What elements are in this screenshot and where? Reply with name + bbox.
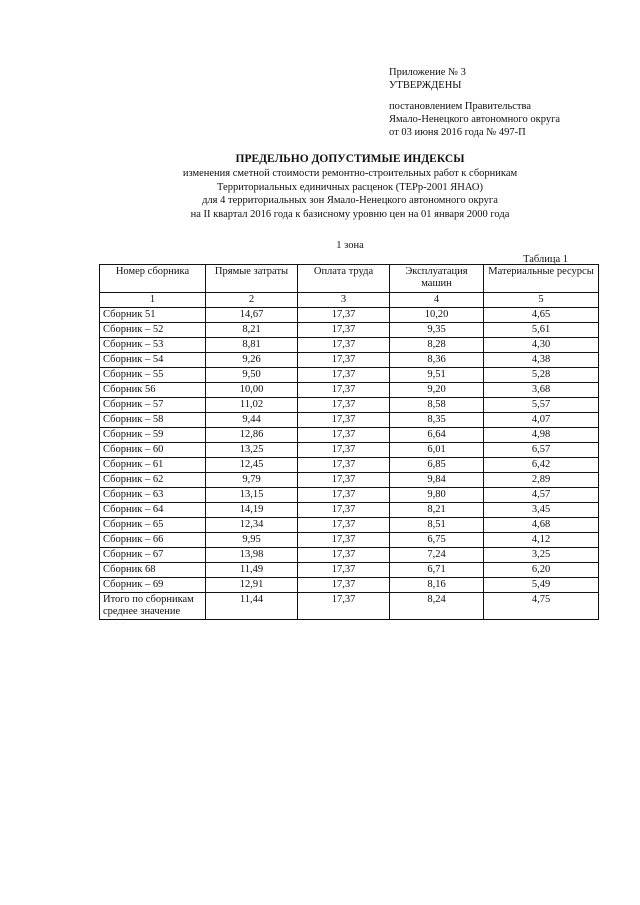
- index-value-cell: 8,21: [390, 503, 484, 518]
- appendix-number: Приложение № 3: [389, 67, 466, 78]
- collection-name-cell: Сборник 51: [100, 308, 206, 323]
- table-row: [100, 473, 599, 488]
- approved-label: УТВЕРЖДЕНЫ: [389, 80, 462, 91]
- collection-name-cell: Сборник 56: [100, 383, 206, 398]
- index-value-cell: 6,71: [390, 563, 484, 578]
- index-value-cell: 9,50: [206, 368, 298, 383]
- index-value-cell: 4,07: [484, 413, 599, 428]
- index-value-cell: 12,34: [206, 518, 298, 533]
- table-row: [100, 443, 599, 458]
- index-value-cell: 9,95: [206, 533, 298, 548]
- total-value-cell: 8,24: [390, 593, 484, 620]
- index-value-cell: 17,37: [298, 563, 390, 578]
- document-title: ПРЕДЕЛЬНО ДОПУСТИМЫЕ ИНДЕКСЫ: [235, 153, 465, 165]
- index-value-cell: 8,58: [390, 398, 484, 413]
- index-value-cell: 3,25: [484, 548, 599, 563]
- table-header-row: [100, 265, 599, 293]
- index-value-cell: 9,79: [206, 473, 298, 488]
- index-value-cell: 2,89: [484, 473, 599, 488]
- column-number-row: [100, 293, 599, 308]
- index-value-cell: 4,65: [484, 308, 599, 323]
- index-value-cell: 17,37: [298, 518, 390, 533]
- index-value-cell: 8,51: [390, 518, 484, 533]
- collection-name-cell: Сборник – 65: [100, 518, 206, 533]
- decree-date-line: от 03 июня 2016 года № 497-П: [389, 127, 526, 138]
- index-value-cell: 6,75: [390, 533, 484, 548]
- collection-name-cell: Сборник – 67: [100, 548, 206, 563]
- index-value-cell: 17,37: [298, 548, 390, 563]
- index-value-cell: 17,37: [298, 488, 390, 503]
- total-label-line-2: среднее значение: [103, 606, 181, 617]
- index-value-cell: 10,00: [206, 383, 298, 398]
- index-value-cell: 9,80: [390, 488, 484, 503]
- index-value-cell: 9,44: [206, 413, 298, 428]
- index-value-cell: 13,98: [206, 548, 298, 563]
- index-value-cell: 5,61: [484, 323, 599, 338]
- authority-line: Ямало-Ненецкого автономного округа: [389, 114, 561, 125]
- spacer: [389, 92, 560, 100]
- collection-name-cell: Сборник – 55: [100, 368, 206, 383]
- index-value-cell: 9,51: [390, 368, 484, 383]
- index-value-cell: 11,02: [206, 398, 298, 413]
- index-value-cell: 9,35: [390, 323, 484, 338]
- index-value-cell: 6,20: [484, 563, 599, 578]
- index-value-cell: 5,57: [484, 398, 599, 413]
- index-value-cell: 17,37: [298, 443, 390, 458]
- index-value-cell: 17,37: [298, 338, 390, 353]
- index-value-cell: 8,21: [206, 323, 298, 338]
- index-value-cell: 6,57: [484, 443, 599, 458]
- index-value-cell: 12,91: [206, 578, 298, 593]
- table-row: [100, 503, 599, 518]
- index-value-cell: 17,37: [298, 578, 390, 593]
- column-header: Материальные ресурсы: [484, 265, 599, 293]
- table-row: [100, 488, 599, 503]
- index-value-cell: 4,38: [484, 353, 599, 368]
- table-row: [100, 428, 599, 443]
- table-row: [100, 398, 599, 413]
- index-value-cell: 8,28: [390, 338, 484, 353]
- collection-name-cell: Сборник – 59: [100, 428, 206, 443]
- table-row: [100, 308, 599, 323]
- collection-name-cell: Сборник – 63: [100, 488, 206, 503]
- index-table: [99, 264, 599, 620]
- column-number: 5: [484, 293, 599, 308]
- collection-name-cell: Сборник – 66: [100, 533, 206, 548]
- index-value-cell: 10,20: [390, 308, 484, 323]
- collection-name-cell: Сборник – 69: [100, 578, 206, 593]
- column-number: 4: [390, 293, 484, 308]
- index-value-cell: 17,37: [298, 428, 390, 443]
- table-row: [100, 533, 599, 548]
- index-value-cell: 7,24: [390, 548, 484, 563]
- table-row: [100, 383, 599, 398]
- index-value-cell: 5,28: [484, 368, 599, 383]
- index-value-cell: 4,57: [484, 488, 599, 503]
- table-row: [100, 368, 599, 383]
- table-row: [100, 353, 599, 368]
- column-number: 3: [298, 293, 390, 308]
- table-row: [100, 548, 599, 563]
- table-row: [100, 518, 599, 533]
- collection-name-cell: Сборник – 60: [100, 443, 206, 458]
- subtitle-line-1: изменения сметной стоимости ремонтно-строительных работ к сборникам: [182, 168, 518, 179]
- index-value-cell: 17,37: [298, 323, 390, 338]
- index-value-cell: 11,49: [206, 563, 298, 578]
- index-value-cell: 4,30: [484, 338, 599, 353]
- index-value-cell: 17,37: [298, 413, 390, 428]
- index-value-cell: 17,37: [298, 473, 390, 488]
- collection-name-cell: Сборник – 57: [100, 398, 206, 413]
- column-header: Прямые затраты: [206, 265, 298, 293]
- table-row: [100, 323, 599, 338]
- collection-name-cell: Сборник – 58: [100, 413, 206, 428]
- zone-label: 1 зона: [336, 240, 364, 251]
- index-value-cell: 6,42: [484, 458, 599, 473]
- column-header: Оплата труда: [298, 265, 390, 293]
- index-value-cell: 17,37: [298, 398, 390, 413]
- index-value-cell: 17,37: [298, 353, 390, 368]
- subtitle-line-3: для 4 территориальных зон Ямало-Ненецкого автономного округа: [202, 195, 498, 206]
- collection-name-cell: Сборник – 64: [100, 503, 206, 518]
- column-number: 1: [100, 293, 206, 308]
- table-number-label: Таблица 1: [523, 254, 568, 265]
- table-row: [100, 578, 599, 593]
- collection-name-cell: Сборник – 62: [100, 473, 206, 488]
- total-row: [100, 593, 599, 620]
- index-value-cell: 4,68: [484, 518, 599, 533]
- total-label-cell: [100, 593, 206, 620]
- collection-name-cell: Сборник – 52: [100, 323, 206, 338]
- index-value-cell: 14,19: [206, 503, 298, 518]
- approved-by-line: постановлением Правительства: [389, 101, 532, 112]
- index-value-cell: 8,36: [390, 353, 484, 368]
- total-value-cell: 4,75: [484, 593, 599, 620]
- index-value-cell: 12,86: [206, 428, 298, 443]
- index-value-cell: 6,64: [390, 428, 484, 443]
- index-value-cell: 9,26: [206, 353, 298, 368]
- index-value-cell: 4,98: [484, 428, 599, 443]
- collection-name-cell: Сборник – 54: [100, 353, 206, 368]
- index-value-cell: 8,81: [206, 338, 298, 353]
- index-value-cell: 4,12: [484, 533, 599, 548]
- index-value-cell: 14,67: [206, 308, 298, 323]
- subtitle-line-2: Территориальных единичных расценок (ТЕРр-2001 ЯНАО): [217, 181, 483, 193]
- index-value-cell: 8,35: [390, 413, 484, 428]
- index-value-cell: 17,37: [298, 533, 390, 548]
- index-value-cell: 17,37: [298, 368, 390, 383]
- index-value-cell: 8,16: [390, 578, 484, 593]
- table-row: [100, 458, 599, 473]
- index-value-cell: 6,01: [390, 443, 484, 458]
- index-value-cell: 5,49: [484, 578, 599, 593]
- index-value-cell: 13,25: [206, 443, 298, 458]
- index-value-cell: 17,37: [298, 503, 390, 518]
- index-value-cell: 13,15: [206, 488, 298, 503]
- collection-name-cell: Сборник 68: [100, 563, 206, 578]
- subtitle-line-4: на II квартал 2016 года к базисному уровню цен на 01 января 2000 года: [190, 208, 510, 220]
- index-value-cell: 9,20: [390, 383, 484, 398]
- index-value-cell: 17,37: [298, 383, 390, 398]
- total-label-line-1: Итого по сборникам: [103, 594, 194, 605]
- collection-name-cell: Сборник – 61: [100, 458, 206, 473]
- index-value-cell: 17,37: [298, 458, 390, 473]
- index-value-cell: 6,85: [390, 458, 484, 473]
- index-value-cell: 17,37: [298, 308, 390, 323]
- index-value-cell: 3,45: [484, 503, 599, 518]
- index-value-cell: 12,45: [206, 458, 298, 473]
- table-row: [100, 338, 599, 353]
- document-heading: [60, 152, 640, 221]
- index-value-cell: 9,84: [390, 473, 484, 488]
- total-value-cell: 17,37: [298, 593, 390, 620]
- collection-name-cell: Сборник – 53: [100, 338, 206, 353]
- table-row: [100, 563, 599, 578]
- table-row: [100, 413, 599, 428]
- total-value-cell: 11,44: [206, 593, 298, 620]
- index-value-cell: 3,68: [484, 383, 599, 398]
- approval-block: [389, 66, 560, 139]
- column-header: Эксплуатация машин: [390, 265, 484, 293]
- column-header: Номер сборника: [100, 265, 206, 293]
- column-number: 2: [206, 293, 298, 308]
